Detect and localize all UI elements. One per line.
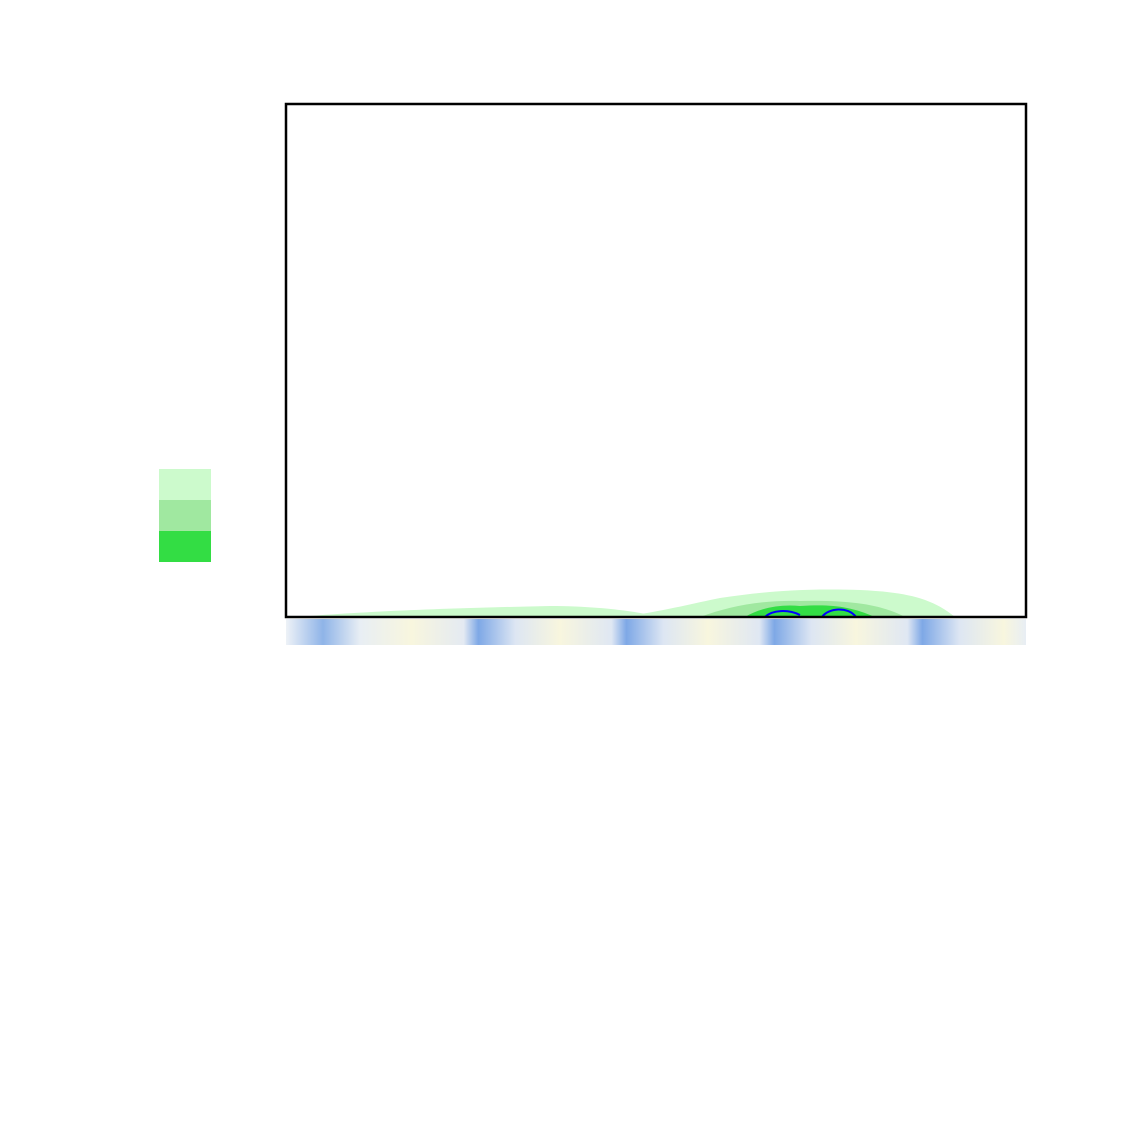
cross-section-panel xyxy=(286,104,1026,617)
legend-rh90-swatch xyxy=(159,531,211,562)
rh70-region-west xyxy=(300,606,660,617)
legend-rh80-swatch xyxy=(159,500,211,531)
weekday-bar xyxy=(286,619,1026,645)
cross-section-frame xyxy=(286,104,1026,617)
legend-rh70-swatch xyxy=(159,469,211,500)
